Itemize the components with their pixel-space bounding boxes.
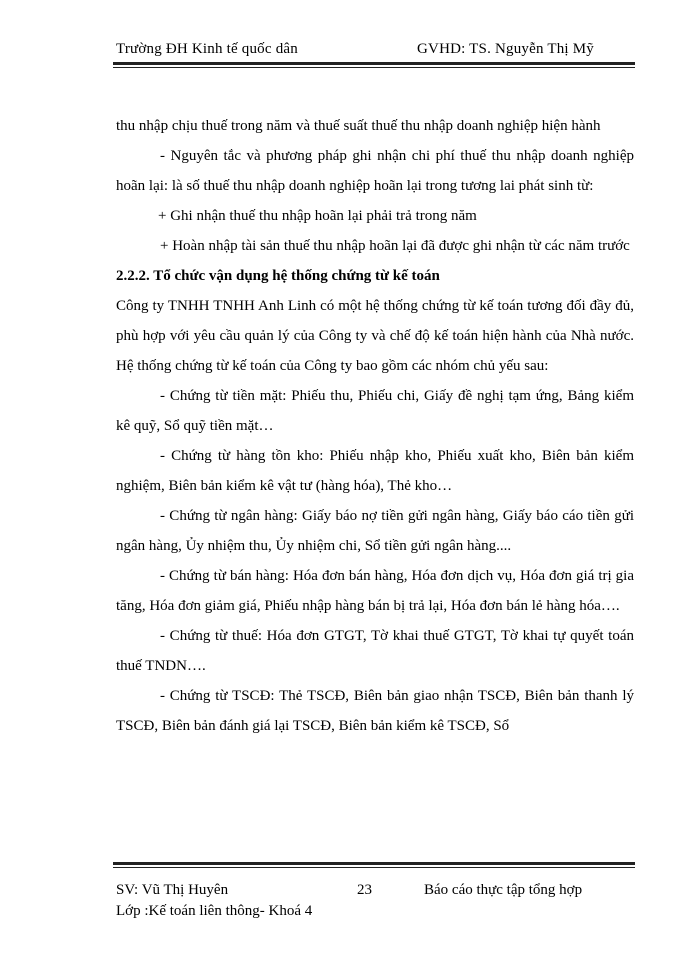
header-school: Trường ĐH Kinh tế quốc dân <box>116 41 298 57</box>
paragraph: - Nguyên tắc và phương pháp ghi nhận chi phí thuế thu nhập doanh nghiệp hoãn lại: là số thuế thu nhập doanh nghiệp hoãn lại trong tương lai phát sinh từ: <box>116 148 634 194</box>
list-item: + Ghi nhận thuế thu nhập hoãn lại phải trả trong năm <box>158 208 477 224</box>
paragraph: Công ty TNHH TNHH Anh Linh có một hệ thống chứng từ kế toán tương đối đầy đủ, phù hợp với yêu cầu quản lý của Công ty và chế độ kế toán hiện hành của Nhà nước. Hệ thống chứng từ kế toán của Công ty bao gồm các nhóm chủ yếu sau: <box>116 298 634 374</box>
footer-rule <box>113 862 635 868</box>
list-item: - Chứng từ thuế: Hóa đơn GTGT, Tờ khai thuế GTGT, Tờ khai tự quyết toán thuế TNDN…. <box>116 628 634 674</box>
list-item: - Chứng từ hàng tồn kho: Phiếu nhập kho, Phiếu xuất kho, Biên bản kiểm nghiệm, Biên bản kiểm kê vật tư (hàng hóa), Thẻ kho… <box>116 448 634 494</box>
header-advisor: GVHD: TS. Nguyễn Thị Mỹ <box>417 41 594 57</box>
section-heading: 2.2.2. Tổ chức vận dụng hệ thống chứng từ kế toán <box>116 268 440 284</box>
paragraph: thu nhập chịu thuế trong năm và thuế suất thuế thu nhập doanh nghiệp hiện hành <box>116 118 601 134</box>
page-number: 23 <box>357 882 372 898</box>
footer-report-title: Báo cáo thực tập tổng hợp <box>424 882 583 898</box>
list-item: - Chứng từ ngân hàng: Giấy báo nợ tiền gửi ngân hàng, Giấy báo cáo tiền gửi ngân hàng, Ủy nhiệm thu, Ủy nhiệm chi, Sổ tiền gửi ngân hàng.... <box>116 508 634 554</box>
header-rule <box>113 62 635 68</box>
list-item: + Hoàn nhập tài sản thuế thu nhập hoãn lại đã được ghi nhận từ các năm trước <box>160 238 630 254</box>
list-item: - Chứng từ bán hàng: Hóa đơn bán hàng, Hóa đơn dịch vụ, Hóa đơn giá trị gia tăng, Hóa đơn giảm giá, Phiếu nhập hàng bán bị trả lại, Hóa đơn bán lẻ hàng hóa…. <box>116 568 634 614</box>
footer-student: SV: Vũ Thị Huyên <box>116 882 229 898</box>
list-item: - Chứng từ tiền mặt: Phiếu thu, Phiếu chi, Giấy đề nghị tạm ứng, Bảng kiểm kê quỹ, Sổ quỹ tiền mặt… <box>116 388 634 434</box>
footer-class: Lớp :Kế toán liên thông- Khoá 4 <box>116 903 313 919</box>
list-item: - Chứng từ TSCĐ: Thẻ TSCĐ, Biên bản giao nhận TSCĐ, Biên bản thanh lý TSCĐ, Biên bản đánh giá lại TSCĐ, Biên bản kiểm kê TSCĐ, Sổ <box>116 688 634 734</box>
page-body <box>116 111 634 741</box>
